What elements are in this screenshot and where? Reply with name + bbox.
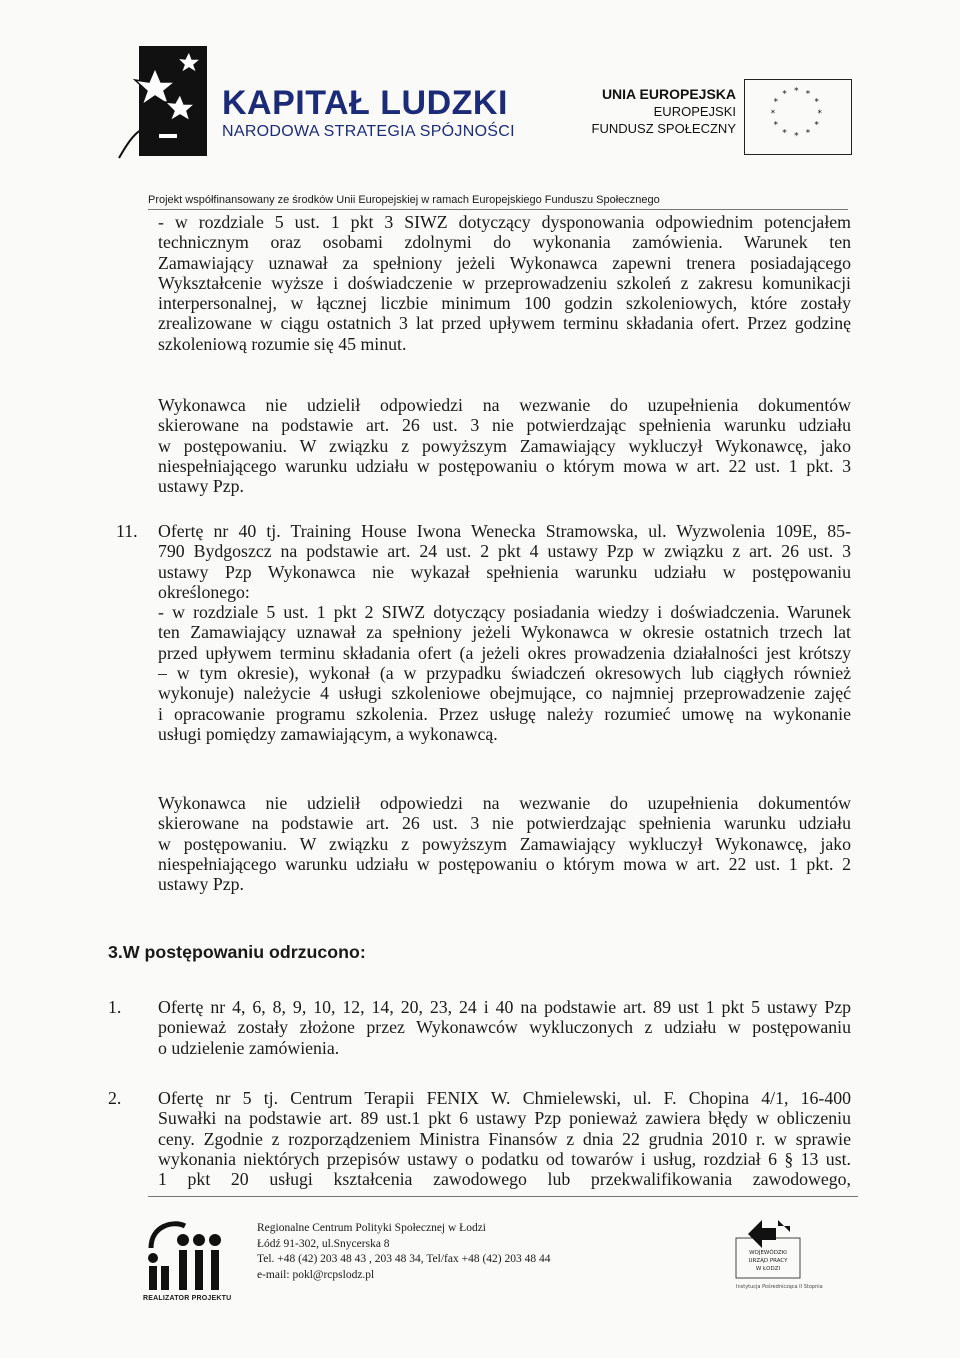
svg-text:*: * (794, 86, 799, 97)
rejected-item-2 (158, 1088, 851, 1189)
text-line: Ofertę nr 5 tj. Centrum Terapii FENIX W. Chmielewski, ul. F. Chopina 4/1, 16-400 (158, 1088, 851, 1108)
footer-divider (148, 1196, 858, 1197)
text-line: skierowane na podstawie art. 26 ust. 3 nie potwierdzając spełnienia warunku udziału (158, 415, 851, 436)
text-line: w postępowaniu. W związku z powyższym Zamawiający wykluczył Wykonawcę, jako (158, 435, 851, 456)
rcps-logo (145, 1212, 225, 1292)
org-address: Łódź 91-302, ul.Snycerska 8 (257, 1237, 390, 1250)
eu-flag-icon (744, 79, 852, 155)
section-heading-rejected: 3.W postępowaniu odrzucono: (108, 942, 366, 962)
footer-contact (257, 1221, 551, 1283)
svg-text:*: * (805, 128, 811, 139)
rejected-item-1 (158, 997, 851, 1058)
item-number: 1. (108, 997, 122, 1017)
text-line: ten Zamawiający uznawał za spełniony jeżeli Wykonawca w okresie ostatnich trzech lat (158, 622, 851, 643)
header-divider (148, 209, 848, 210)
item-11-offer-40 (158, 521, 851, 744)
svg-text:*: * (814, 97, 819, 108)
svg-text:*: * (773, 120, 779, 131)
org-name: Regionalne Centrum Polityki Społecznej w Łodzi (257, 1222, 487, 1234)
wup-caption: Instytucja Pośrednicząca II Stopnia (736, 1284, 823, 1290)
svg-text:*: * (770, 109, 776, 120)
text-line: niespełniającego warunku udziału w postępowaniu o którym mowa w art. 22 ust. 1 pkt. 2 (158, 853, 851, 874)
eu-line-2: EUROPEJSKI (653, 104, 736, 119)
text-line: Zamawiający uznawał za spełniony jeżeli Wykonawca zapewni trenera posiadającego (158, 252, 851, 273)
text-line: niespełniającego warunku udziału w postępowaniu o którym mowa w art. 22 ust. 1 pkt. 3 (158, 455, 851, 476)
text-line: szkoleniową rozumie się 45 minut. (158, 333, 407, 354)
text-line: ustawy Pzp. (158, 874, 244, 895)
kapital-ludzki-title: KAPITAŁ LUDZKI (222, 84, 508, 122)
text-line: Ofertę nr 4, 6, 8, 9, 10, 12, 14, 20, 23, 24 i 40 na podstawie art. 89 ust 1 pkt 5 ustawy Pzp (158, 997, 851, 1017)
text-line: ceny. Zgodnie z rozporządzeniem Ministra Finansów z dnia 22 grudnia 2010 r. w sprawie (158, 1128, 851, 1149)
text-line: Wykonawca nie udzielił odpowiedzi na wezwanie do uzupełnienia dokumentów (158, 395, 851, 415)
wup-line-1: WOJEWÓDZKI (749, 1250, 787, 1256)
text-line: zrealizowane w ciągu ostatnich 3 lat przed upływem terminu składania ofert. Przez godzinę (158, 313, 851, 334)
svg-text:*: * (814, 120, 819, 131)
svg-text:*: * (782, 89, 787, 100)
text-line: Ofertę nr 40 tj. Training House Iwona Wenecka Stramowska, ul. Wyzwolenia 109E, 85- (158, 521, 851, 541)
text-line: i opracowanie programu szkolenia. Przez usługę należy rozumieć umowę na wykonanie (158, 703, 851, 724)
text-line: 790 Bydgoszcz na podstawie art. 24 ust. 2 pkt 4 ustawy Pzp w związku z art. 26 ust. 3 (158, 541, 851, 562)
text-line: Wykształcenie wyższe i doświadczenie w przeprowadzeniu szkoleń z zakresu komunikacji (158, 272, 851, 293)
kapital-ludzki-logo (115, 40, 215, 160)
text-line: ustawy Pzp. (158, 476, 244, 497)
text-line: Wykonawca nie udzielił odpowiedzi na wezwanie do uzupełnienia dokumentów (158, 793, 851, 813)
text-line: – w tym okresie), wykonał (a w przypadku świadczeń okresowych lub ciągłych również (158, 663, 851, 684)
text-line: określonego: (158, 581, 250, 602)
wup-lodz-logo (734, 1214, 846, 1290)
text-line: przed upływem terminu składania ofert (a jeżeli okres prowadzenia działalności jest krótszy (158, 642, 851, 663)
text-line: wykonuje) należycie 4 usługi szkoleniowe obejmujące, co najmniej przeprowadzenie zajęć (158, 683, 851, 704)
text-line: - w rozdziale 5 ust. 1 pkt 2 SIWZ dotyczący posiadania wiedzy i doświadczenia. Warunek (158, 602, 851, 623)
rcps-caption: REALIZATOR PROJEKTU (143, 1295, 232, 1302)
wup-line-2: URZĄD PRACY (748, 1258, 788, 1264)
text-line: - w rozdziale 5 ust. 1 pkt 3 SIWZ dotyczący dysponowania odpowiednim potencjałem (158, 212, 851, 232)
text-line: interpersonalnej, w łącznej liczbie minimum 100 godzin szkoleniowych, które zostały (158, 293, 851, 314)
svg-text:*: * (817, 109, 822, 120)
text-line: w postępowaniu. W związku z powyższym Zamawiający wykluczył Wykonawcę, jako (158, 833, 851, 854)
svg-text:*: * (782, 128, 787, 139)
text-line: Suwałki na podstawie art. 89 ust.1 pkt 6 ustawy Pzp ponieważ zawiera błędy w obliczeniu (158, 1108, 851, 1129)
item-number: 11. (116, 521, 138, 541)
text-line: ustawy Pzp Wykonawca nie wykazał spełnienia warunku udziału w postępowaniu (158, 561, 851, 582)
eu-fund-label (588, 86, 736, 136)
eu-line-1: UNIA EUROPEJSKA (601, 86, 736, 102)
paragraph-condition-trainer (158, 212, 851, 354)
kapital-ludzki-subtitle: NARODOWA STRATEGIA SPÓJNOŚCI (222, 123, 515, 140)
eu-line-3: FUNDUSZ SPOŁECZNY (591, 121, 736, 136)
text-line: technicznym oraz osobami zdolnymi do wykonania zamówienia. Warunek ten (158, 232, 851, 253)
svg-text:*: * (794, 131, 799, 142)
paragraph-exclusion-1 (158, 395, 851, 496)
wup-line-3: W ŁODZI (755, 1266, 781, 1272)
svg-text:*: * (805, 89, 811, 100)
text-line: wykonania niektórych przepisów ustawy o podatku od towarów i usług, rozdział 6 § 13 ust. (158, 1148, 851, 1169)
paragraph-exclusion-2 (158, 793, 851, 894)
text-line: usługi pomiędzy zamawiającym, a wykonawcą. (158, 723, 498, 744)
text-line: 1 pkt 20 usługi kształcenia zawodowego lub przekwalifikowania zawodowego, (158, 1169, 851, 1190)
text-line: o udzielenie zamówienia. (158, 1037, 340, 1058)
svg-text:*: * (773, 97, 779, 108)
text-line: ponieważ zostały złożone przez Wykonawców wykluczonych z udziału w postępowaniu (158, 1017, 851, 1038)
text-line: skierowane na podstawie art. 26 ust. 3 nie potwierdzając spełnienia warunku udziału (158, 813, 851, 834)
org-email: e-mail: pokl@rcpslodz.pl (257, 1268, 375, 1281)
project-cofinancing-line: Projekt współfinansowany ze środków Unii Europejskiej w ramach Europejskiego Funduszu Społecznego (148, 194, 660, 206)
org-phone: Tel. +48 (42) 203 48 43 , 203 48 34, Tel/fax +48 (42) 203 48 44 (257, 1253, 551, 1265)
item-number: 2. (108, 1088, 122, 1108)
